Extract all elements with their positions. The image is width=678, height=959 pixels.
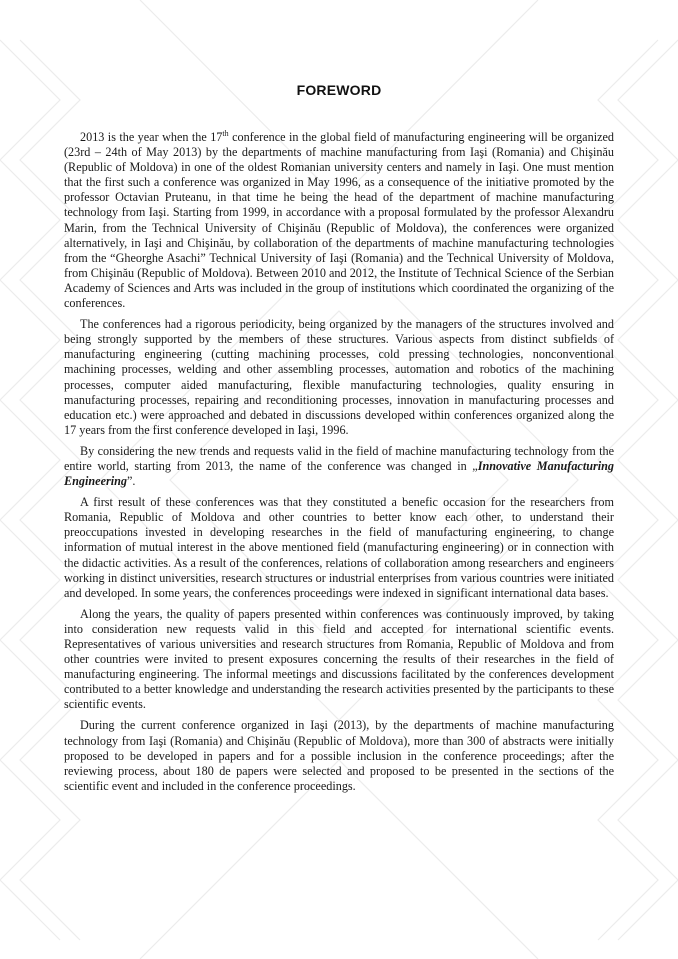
page-title: FOREWORD [296,82,382,98]
conference-name: Innovative Manufacturing Engineering [64,458,615,489]
paragraph-4: A first result of these conferences was that they constituted a benefic occasion for the researchers from Romania, Republic of Moldova and other countries to better know each other, to understand their preoccupations invested in developing researches in the field of manufacturing engineering, to change information of mutual interest in the above mentioned field (manufacturing engineering) or in connection with the didactic activities. As a result of the conferences, relations of collaboration among researchers and engineers working in distinct universities, research structures or industrial enterprises from various countries were initiated and developed. In some years, the conferences proceedings were indexed in significant international data bases. [64,495,614,600]
paragraph-1 [64,130,614,311]
paragraph-3 [64,444,614,489]
paragraph-2: The conferences had a rigorous periodicity, being organized by the managers of the structures involved and being strongly supported by the members of these structures. Various aspects from distinct subfields of manufacturing engineering (cutting machining processes, cold pressing technologies, nonconventional machining processes, welding and other assembling processes, automation and robotics of the machining processes, computer aided manufacturing, flexible manufacturing technologies, quality ensuring in manufacturing processes, repairing and reconditioning processes, innovation in manufacturing processes and education etc.) were approached and debated in discussions developed within conferences organized along the 17 years from the first conference developed in Iaşi, 1996. [64,317,614,437]
paragraph-3-text-b: ”. [127,474,136,489]
foreword-body [64,130,614,800]
paragraph-5: Along the years, the quality of papers presented within conferences was continuously improved, by taking into consideration new requests valid in this field and accepted for international scientific events. Representatives of various universities and research structures from Romania, Republic of Moldova and from other countries were invited to present exposures concerning the results of their researches in the field of manufacturing engineering. The informal meetings and discussions facilitated by the conferences development contributed to a better knowledge and understanding the research activities presented by the participants to these scientific events. [64,606,614,712]
paragraph-1-text-b: conference in the global field of manufacturing engineering will be organized (23rd – 24th of May 2013) by the departments of machine manufacturing from Iaşi (Romania) and Chişinău (Republic of Moldova) in one of the oldest Romanian university centers and namely in Iaşi. One must mention that the first such a conference was organized in May 1996, as a consequence of the initiative promoted by the professor Octavian Pruteanu, in that time he being the head of the department of machine manufacturing technology from Iaşi. Starting from 1999, in accordance with a proposal formulated by the professor Alexandru Marin, from the Technical University of Chişinău (Republic of Moldova), the conferences were organized alternatively, in Iaşi and Chişinău, by collaboration of the departments of machine manufacturing technologies from the “Gheorghe Asachi” Technical University of Iaşi (Romania) and the Technical University of Moldova, from Chişinău (Republic of Moldova). Between 2010 and 2012, the Institute of Technical Science of the Serbian Academy of Sciences and Arts was included in the group of institutions which coordinated the organizing of the conferences. [64,130,614,311]
paragraph-1-text-a: 2013 is the year when the 17 [80,130,223,144]
ordinal-superscript: th [222,128,229,138]
paragraph-3-text-a: By considering the new trends and requests valid in the field of machine manufacturing technology from the entire world, starting from 2013, the name of the conference was changed in „ [64,443,614,473]
paragraph-6: During the current conference organized in Iaşi (2013), by the departments of machine manufacturing technology from Iaşi (Romania) and Chişinău (Republic of Moldova), more than 300 of abstracts were initially proposed to be developed in papers and for a possible inclusion in the conference proceedings; after the reviewing process, about 180 de papers were selected and proposed to be presented in the sections of the scientific event and included in the conference proceedings. [64,718,614,793]
